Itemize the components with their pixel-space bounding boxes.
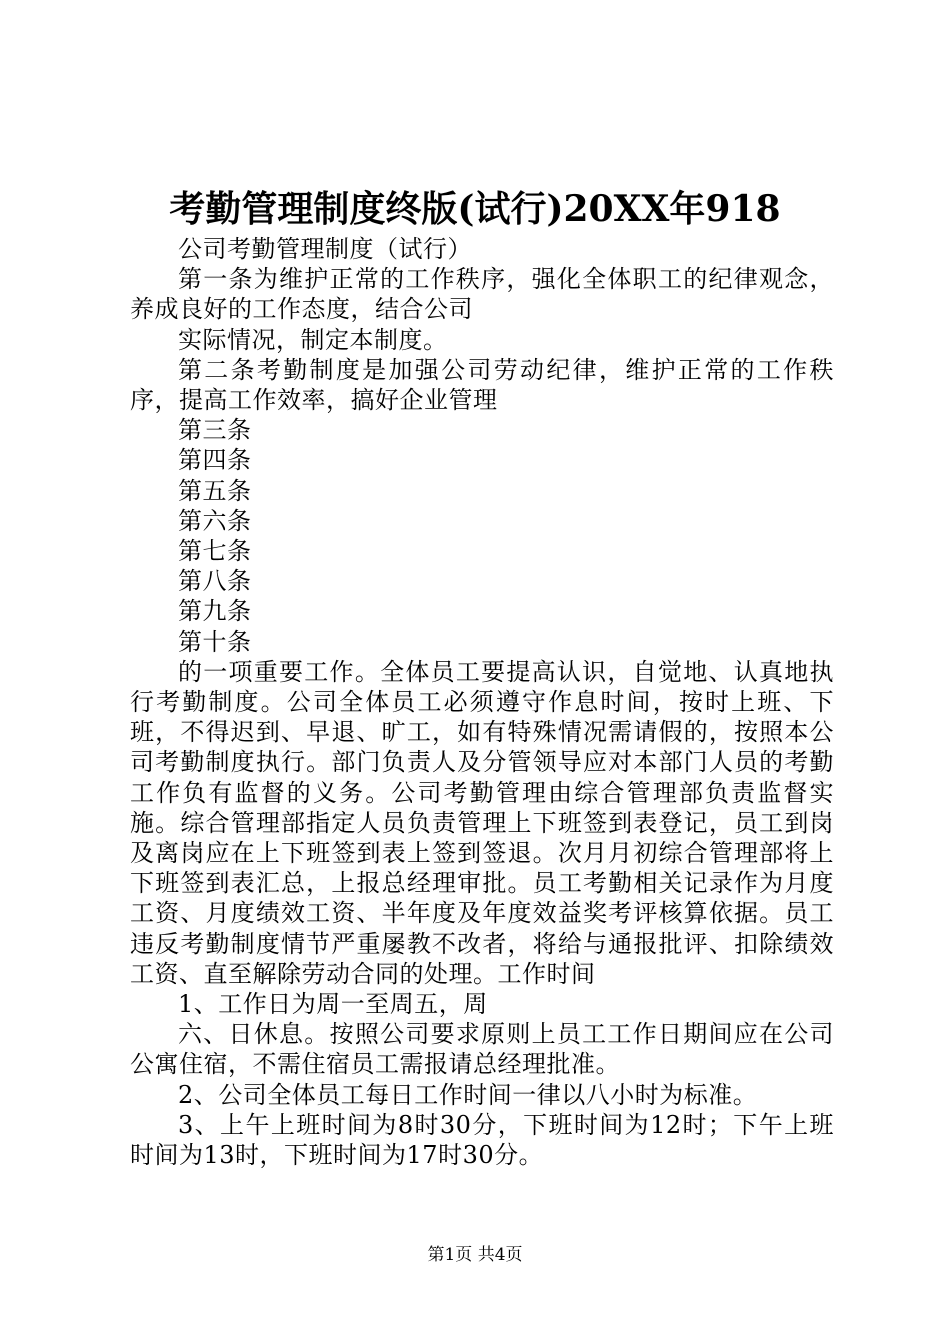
paragraph: 六、日休息。按照公司要求原则上员工工作日期间应在公司公寓住宿，不需住宿员工需报请总经理批准。 (130, 1020, 834, 1079)
article-heading: 第五条 (178, 476, 252, 505)
paragraph: 实际情况，制定本制度。 (178, 325, 448, 354)
paragraph: 公司考勤管理制度（试行） (178, 235, 472, 263)
document-title: 考勤管理制度终版(试行)20XX年918 (169, 188, 781, 230)
article-heading: 第四条 (178, 446, 252, 475)
paragraph: 第二条考勤制度是加强公司劳动纪律，维护正常的工作秩序，提高工作效率，搞好企业管理 (130, 355, 834, 415)
page-footer: 第1页 共4页 (427, 1245, 523, 1265)
article-heading: 第七条 (178, 537, 252, 566)
document-body (130, 234, 834, 1170)
paragraph: 1、工作日为周一至周五，周 (178, 990, 488, 1019)
article-heading: 第九条 (178, 597, 252, 626)
paragraph: 2、公司全体员工每日工作时间一律以八小时为标准。 (178, 1080, 758, 1109)
paragraph: 第一条为维护正常的工作秩序，强化全体职工的纪律观念，养成良好的工作态度，结合公司 (130, 265, 834, 324)
paragraph: 的一项重要工作。全体员工要提高认识，自觉地、认真地执行考勤制度。公司全体员工必须遵守作息时间，按时上班、下班，不得迟到、早退、旷工，如有特殊情况需请假的，按照本公司考勤制度执行。部门负责人及分管领导应对本部门人员的考勤工作负有监督的义务。公司考勤管理由综合管理部负责监督实施。综合管理部指定人员负责管理上下班签到表登记，员工到岗及离岗应在上下班签到表上签到签退。次月月初综合管理部将上下班签到表汇总，上报总经理审批。员工考勤相关记录作为月度工资、月度绩效工资、半年度及年度效益奖考评核算依据。员工违反考勤制度情节严重屡教不改者，将给与通报批评、扣除绩效工资、直至解除劳动合同的处理。工作时间 (130, 657, 834, 988)
article-heading: 第十条 (178, 627, 252, 656)
paragraph: 3、上午上班时间为8时30分，下班时间为12时；下午上班时间为13时，下班时间为17时30分。 (130, 1110, 834, 1170)
article-heading: 第三条 (178, 416, 252, 445)
article-heading: 第八条 (178, 567, 252, 596)
article-heading: 第六条 (178, 506, 252, 535)
